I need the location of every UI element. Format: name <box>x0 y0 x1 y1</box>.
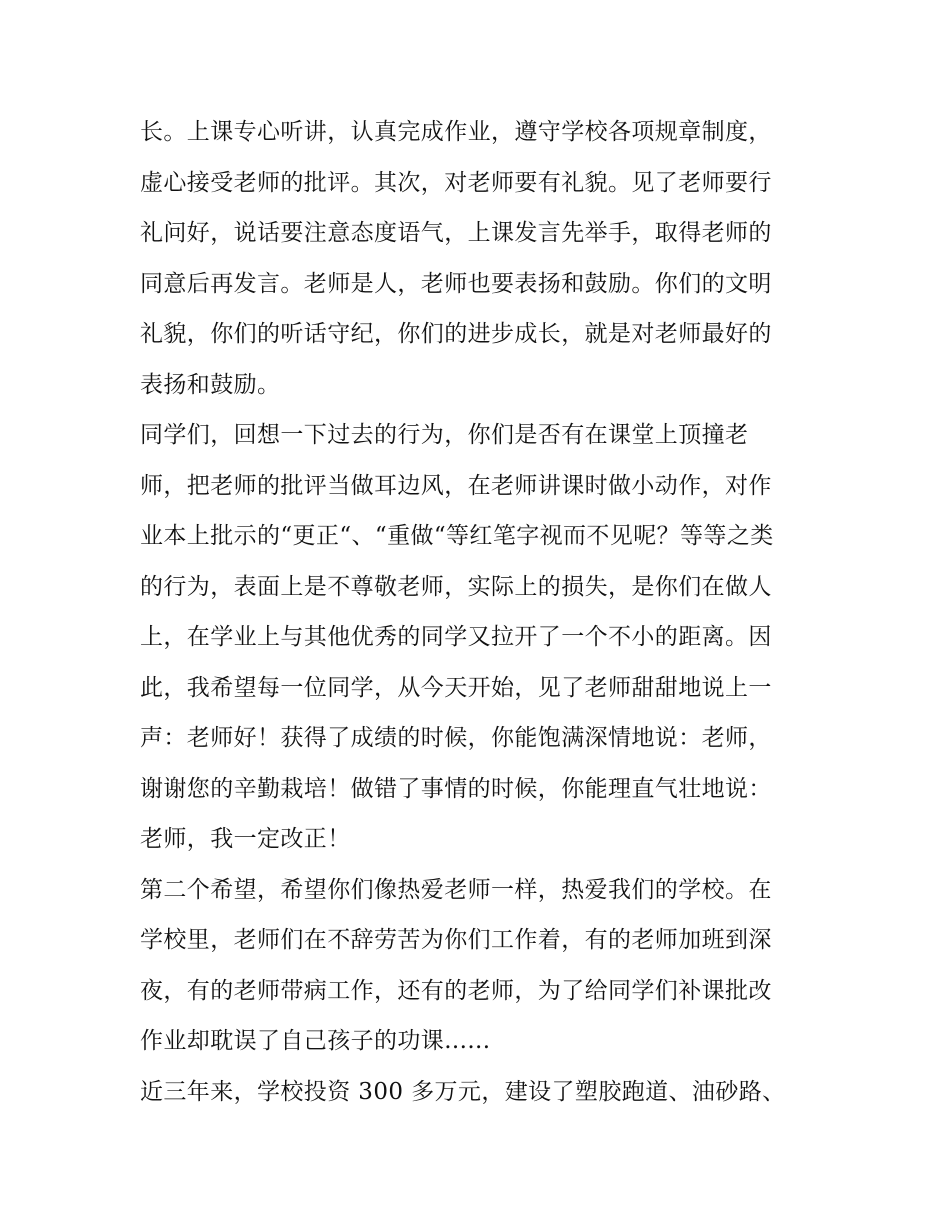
text-line: 礼问好，说话要注意态度语气，上课发言先举手，取得老师的 <box>140 220 772 246</box>
text-line: 师，把老师的批评当做耳边风，在老师讲课时做小动作，对作 <box>140 472 772 499</box>
text-line: 谢谢您的辛勤栽培！做错了事情的时候，你能理直气壮地说： <box>140 775 772 802</box>
text-line: 长。上课专心听讲，认真完成作业，遵守学校各项规章制度， <box>140 119 772 145</box>
text-line: 同学们，回想一下过去的行为，你们是否有在课堂上顶撞老 <box>140 422 749 448</box>
text-line: 声：老师好！获得了成绩的时候，你能饱满深情地说：老师， <box>140 725 772 751</box>
text-line: 第二个希望，希望你们像热爱老师一样，热爱我们的学校。在 <box>140 876 772 903</box>
text-line: 作业却耽误了自己孩子的功课...... <box>140 1028 491 1054</box>
text-line: 上，在学业上与其他优秀的同学又拉开了一个不小的距离。因 <box>140 624 772 650</box>
text-line: 的行为，表面上是不尊敬老师，实际上的损失，是你们在做人 <box>140 573 772 600</box>
text-line: 此，我希望每一位同学，从今天开始，见了老师甜甜地说上一 <box>140 674 772 701</box>
text-line: 虚心接受老师的批评。其次，对老师要有礼貌。见了老师要行 <box>140 169 772 196</box>
text-line: 同意后再发言。老师是人，老师也要表扬和鼓励。你们的文明 <box>140 270 772 297</box>
text-line: 学校里，老师们在不辞劳苦为你们工作着，有的老师加班到深 <box>140 927 772 953</box>
text-line: 近三年来，学校投资 300 多万元，建设了塑胶跑道、油砂路、 <box>140 1078 786 1105</box>
text-line: 老师，我一定改正！ <box>140 826 351 852</box>
text-line: 业本上批示的“更正“、“重做“等红笔字视而不见呢？等等之类 <box>140 523 774 549</box>
text-line: 表扬和鼓励。 <box>140 371 281 398</box>
document-body <box>140 107 820 1117</box>
text-line: 礼貌，你们的听话守纪，你们的进步成长，就是对老师最好的 <box>140 321 772 347</box>
text-line: 夜，有的老师带病工作，还有的老师，为了给同学们补课批改 <box>140 977 772 1004</box>
